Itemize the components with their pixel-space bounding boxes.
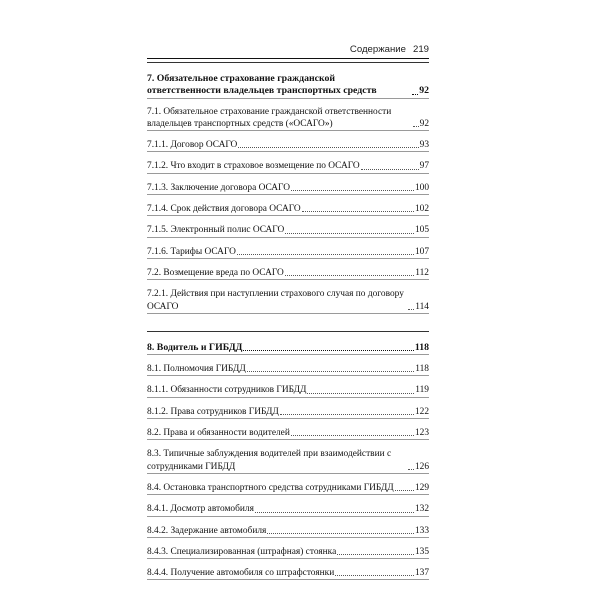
toc-entry-title: 8.2. Права и обязанности водителей bbox=[147, 428, 290, 439]
leader-dots bbox=[395, 490, 414, 491]
toc-entry-title: 7.1. Обязательное страхование гражданской ответственности владельцев транспортных средств («ОСАГО») bbox=[147, 106, 392, 129]
header-page-number: 219 bbox=[412, 44, 429, 55]
toc-entry-page: 122 bbox=[414, 406, 429, 417]
toc-entry-title: 8.4.1. Досмотр автомобиля bbox=[147, 504, 254, 515]
leader-dots bbox=[335, 575, 414, 576]
toc-title-text: 7. Обязательное страхование гражданской ответственности владельцев транспортных средств bbox=[147, 73, 377, 97]
toc-entry-page: 118 bbox=[415, 364, 429, 375]
toc-entry-title: 8.4.3. Специализированная (штрафная) стоянка bbox=[147, 546, 337, 557]
leader-dots bbox=[267, 533, 414, 534]
toc-entry-title: 7.2. Возмещение вреда по ОСАГО bbox=[147, 267, 284, 278]
toc-entry[interactable] bbox=[147, 474, 429, 495]
toc-entry-title: 8. Водитель и ГИБДД bbox=[147, 341, 243, 353]
leader-dots bbox=[307, 393, 414, 394]
leader-dots bbox=[412, 94, 418, 95]
toc-entry[interactable] bbox=[147, 517, 429, 538]
toc-entry[interactable] bbox=[147, 376, 429, 397]
toc-entry-title: 7.1.1. Договор ОСАГО bbox=[147, 140, 238, 151]
toc-entry-page: 97 bbox=[419, 161, 429, 172]
toc-entry[interactable] bbox=[147, 495, 429, 516]
toc-entry-title: 7.1.2. Что входит в страховое возмещение по ОСАГО bbox=[147, 161, 360, 172]
toc-entry-title: 8.1.2. Права сотрудников ГИБДД bbox=[147, 406, 279, 417]
toc-entry[interactable] bbox=[147, 355, 429, 376]
leader-dots bbox=[291, 435, 414, 436]
toc-entry-page: 92 bbox=[419, 118, 429, 129]
leader-dots bbox=[280, 414, 414, 415]
toc-entry-title: 8.1. Полномочия ГИБДД bbox=[147, 364, 246, 375]
toc-section-7 bbox=[147, 62, 429, 314]
toc-entry-page: 123 bbox=[414, 428, 429, 439]
header-rule bbox=[147, 58, 429, 59]
toc-entry-page: 126 bbox=[414, 461, 429, 472]
toc-entry-page: 114 bbox=[415, 301, 429, 312]
toc-entry-page: 135 bbox=[414, 546, 429, 557]
toc-entry[interactable] bbox=[147, 419, 429, 440]
toc-entry-page: 107 bbox=[414, 246, 429, 257]
leader-dots bbox=[408, 469, 414, 470]
leader-dots bbox=[408, 309, 414, 310]
leader-dots bbox=[243, 350, 413, 351]
section-spacer bbox=[147, 314, 429, 331]
toc-entry-page: 137 bbox=[414, 568, 429, 579]
leader-dots bbox=[291, 190, 414, 191]
toc-entry[interactable] bbox=[147, 280, 429, 314]
toc-entry-title: 7.1.3. Заключение договора ОСАГО bbox=[147, 182, 290, 193]
toc-entry[interactable] bbox=[147, 195, 429, 216]
toc-entry[interactable] bbox=[147, 152, 429, 173]
toc-entry-page: 132 bbox=[414, 504, 429, 515]
leader-dots bbox=[255, 512, 414, 513]
toc-entry-title bbox=[147, 73, 411, 98]
toc-entry-page: 119 bbox=[415, 385, 429, 396]
toc-entry-page: 100 bbox=[414, 182, 429, 193]
toc-entry-page: 93 bbox=[419, 140, 429, 151]
toc-entry[interactable] bbox=[147, 398, 429, 419]
leader-dots bbox=[237, 254, 414, 255]
toc-section-8 bbox=[147, 331, 429, 581]
toc-entry-title: 7.1.6. Тарифы ОСАГО bbox=[147, 246, 236, 257]
toc-entry-title: 7.1.5. Электронный полис ОСАГО bbox=[147, 225, 285, 236]
toc-entry-title: 7.1.4. Срок действия договора ОСАГО bbox=[147, 204, 301, 215]
toc-entry-page: 102 bbox=[414, 204, 429, 215]
leader-dots bbox=[337, 554, 414, 555]
header-label: Содержание bbox=[349, 44, 406, 55]
toc-entry[interactable] bbox=[147, 99, 429, 132]
toc-entry-chapter[interactable] bbox=[147, 332, 429, 355]
toc-entry-page: 129 bbox=[414, 482, 429, 493]
toc-entry[interactable] bbox=[147, 174, 429, 195]
toc-entry[interactable] bbox=[147, 259, 429, 280]
table-of-contents bbox=[147, 62, 429, 580]
leader-dots bbox=[247, 371, 415, 372]
toc-entry-title: 8.4.2. Задержание автомобиля bbox=[147, 525, 267, 536]
toc-entry-title: 8.3. Типичные заблуждения водителей при взаимодействии с сотрудниками ГИБДД bbox=[147, 449, 392, 472]
toc-entry-title: 8.4.4. Получение автомобиля со штрафстоянки bbox=[147, 568, 335, 579]
toc-entry[interactable] bbox=[147, 238, 429, 259]
toc-entry-page: 112 bbox=[415, 267, 429, 278]
toc-entry-chapter[interactable] bbox=[147, 63, 429, 99]
leader-dots bbox=[285, 275, 414, 276]
leader-dots bbox=[285, 233, 414, 234]
toc-entry[interactable] bbox=[147, 440, 429, 474]
toc-entry-title: 8.4. Остановка транспортного средства сотрудниками ГИБДД bbox=[147, 482, 394, 493]
toc-entry-page: 92 bbox=[419, 85, 429, 97]
toc-entry[interactable] bbox=[147, 559, 429, 580]
toc-entry[interactable] bbox=[147, 216, 429, 237]
running-header bbox=[333, 44, 429, 55]
toc-entry[interactable] bbox=[147, 538, 429, 559]
toc-entry-page: 118 bbox=[414, 341, 429, 353]
toc-entry[interactable] bbox=[147, 131, 429, 152]
toc-entry-page: 105 bbox=[414, 225, 429, 236]
leader-dots bbox=[238, 147, 418, 148]
toc-entry-title: 7.2.1. Действия при наступлении страхового случая по договору ОСАГО bbox=[147, 289, 404, 312]
leader-dots bbox=[302, 211, 414, 212]
leader-dots bbox=[361, 169, 419, 170]
toc-entry-title: 8.1.1. Обязанности сотрудников ГИБДД bbox=[147, 385, 307, 396]
toc-entry-page: 133 bbox=[414, 525, 429, 536]
leader-dots bbox=[413, 126, 419, 127]
